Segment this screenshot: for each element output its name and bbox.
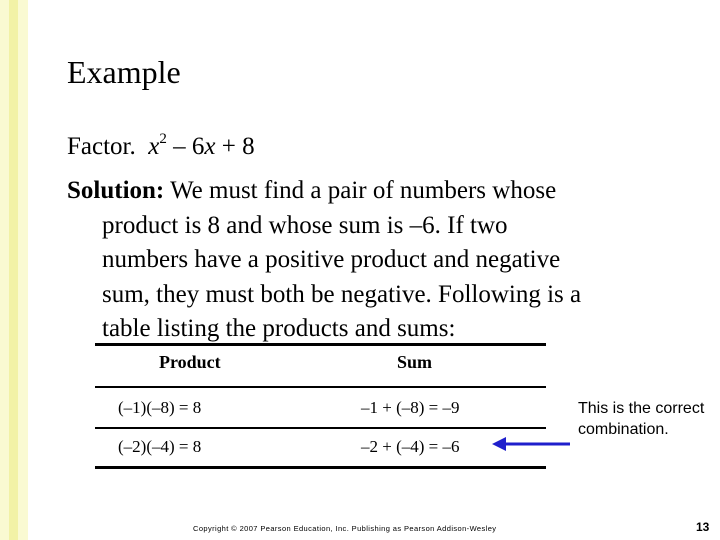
left-arrow-icon [492,434,572,454]
table-top-rule [95,343,546,346]
correct-combination-note: This is the correct combination. [578,400,705,438]
solution-text-1: We must find a pair of numbers whose [164,177,557,204]
problem-label: Factor. [67,133,136,160]
problem-var-x: x [148,133,160,160]
copyright-footer: Copyright © 2007 Pearson Education, Inc. Publishing as Pearson Addison-Wesley [193,524,497,533]
problem-end: + 8 [215,133,255,160]
solution-line-4: sum, they must both be negative. Following is a [102,280,582,308]
decorative-side-bar [0,0,28,540]
table-header-rule [95,386,546,388]
table-header-sum: Sum [397,352,433,372]
problem-var-x-2: x [204,133,216,160]
slide-title: Example [67,54,181,90]
table-row-2-product: (–2)(–4) = 8 [118,437,202,456]
problem-middle: – 6 [166,133,205,160]
table-row-rule [95,427,546,429]
table-bottom-rule [95,466,546,469]
table-header-product: Product [159,352,221,372]
page-number: 13 [696,520,710,534]
table-row-1-sum: –1 + (–8) = –9 [361,398,460,417]
solution-label: Solution: [67,177,165,204]
problem-statement [67,130,255,164]
table-row-2-sum: –2 + (–4) = –6 [361,437,460,456]
solution-paragraph [67,174,667,347]
table-row-1-product: (–1)(–8) = 8 [118,398,202,417]
solution-line-1 [67,174,667,209]
decorative-side-bar-stripe [9,0,18,540]
solution-line-3: numbers have a positive product and negative [102,246,561,273]
problem-exponent: 2 [159,130,167,147]
solution-line-2: product is 8 and whose sum is –6. If two [102,211,508,239]
solution-line-5: table listing the products and sums: [102,315,456,342]
